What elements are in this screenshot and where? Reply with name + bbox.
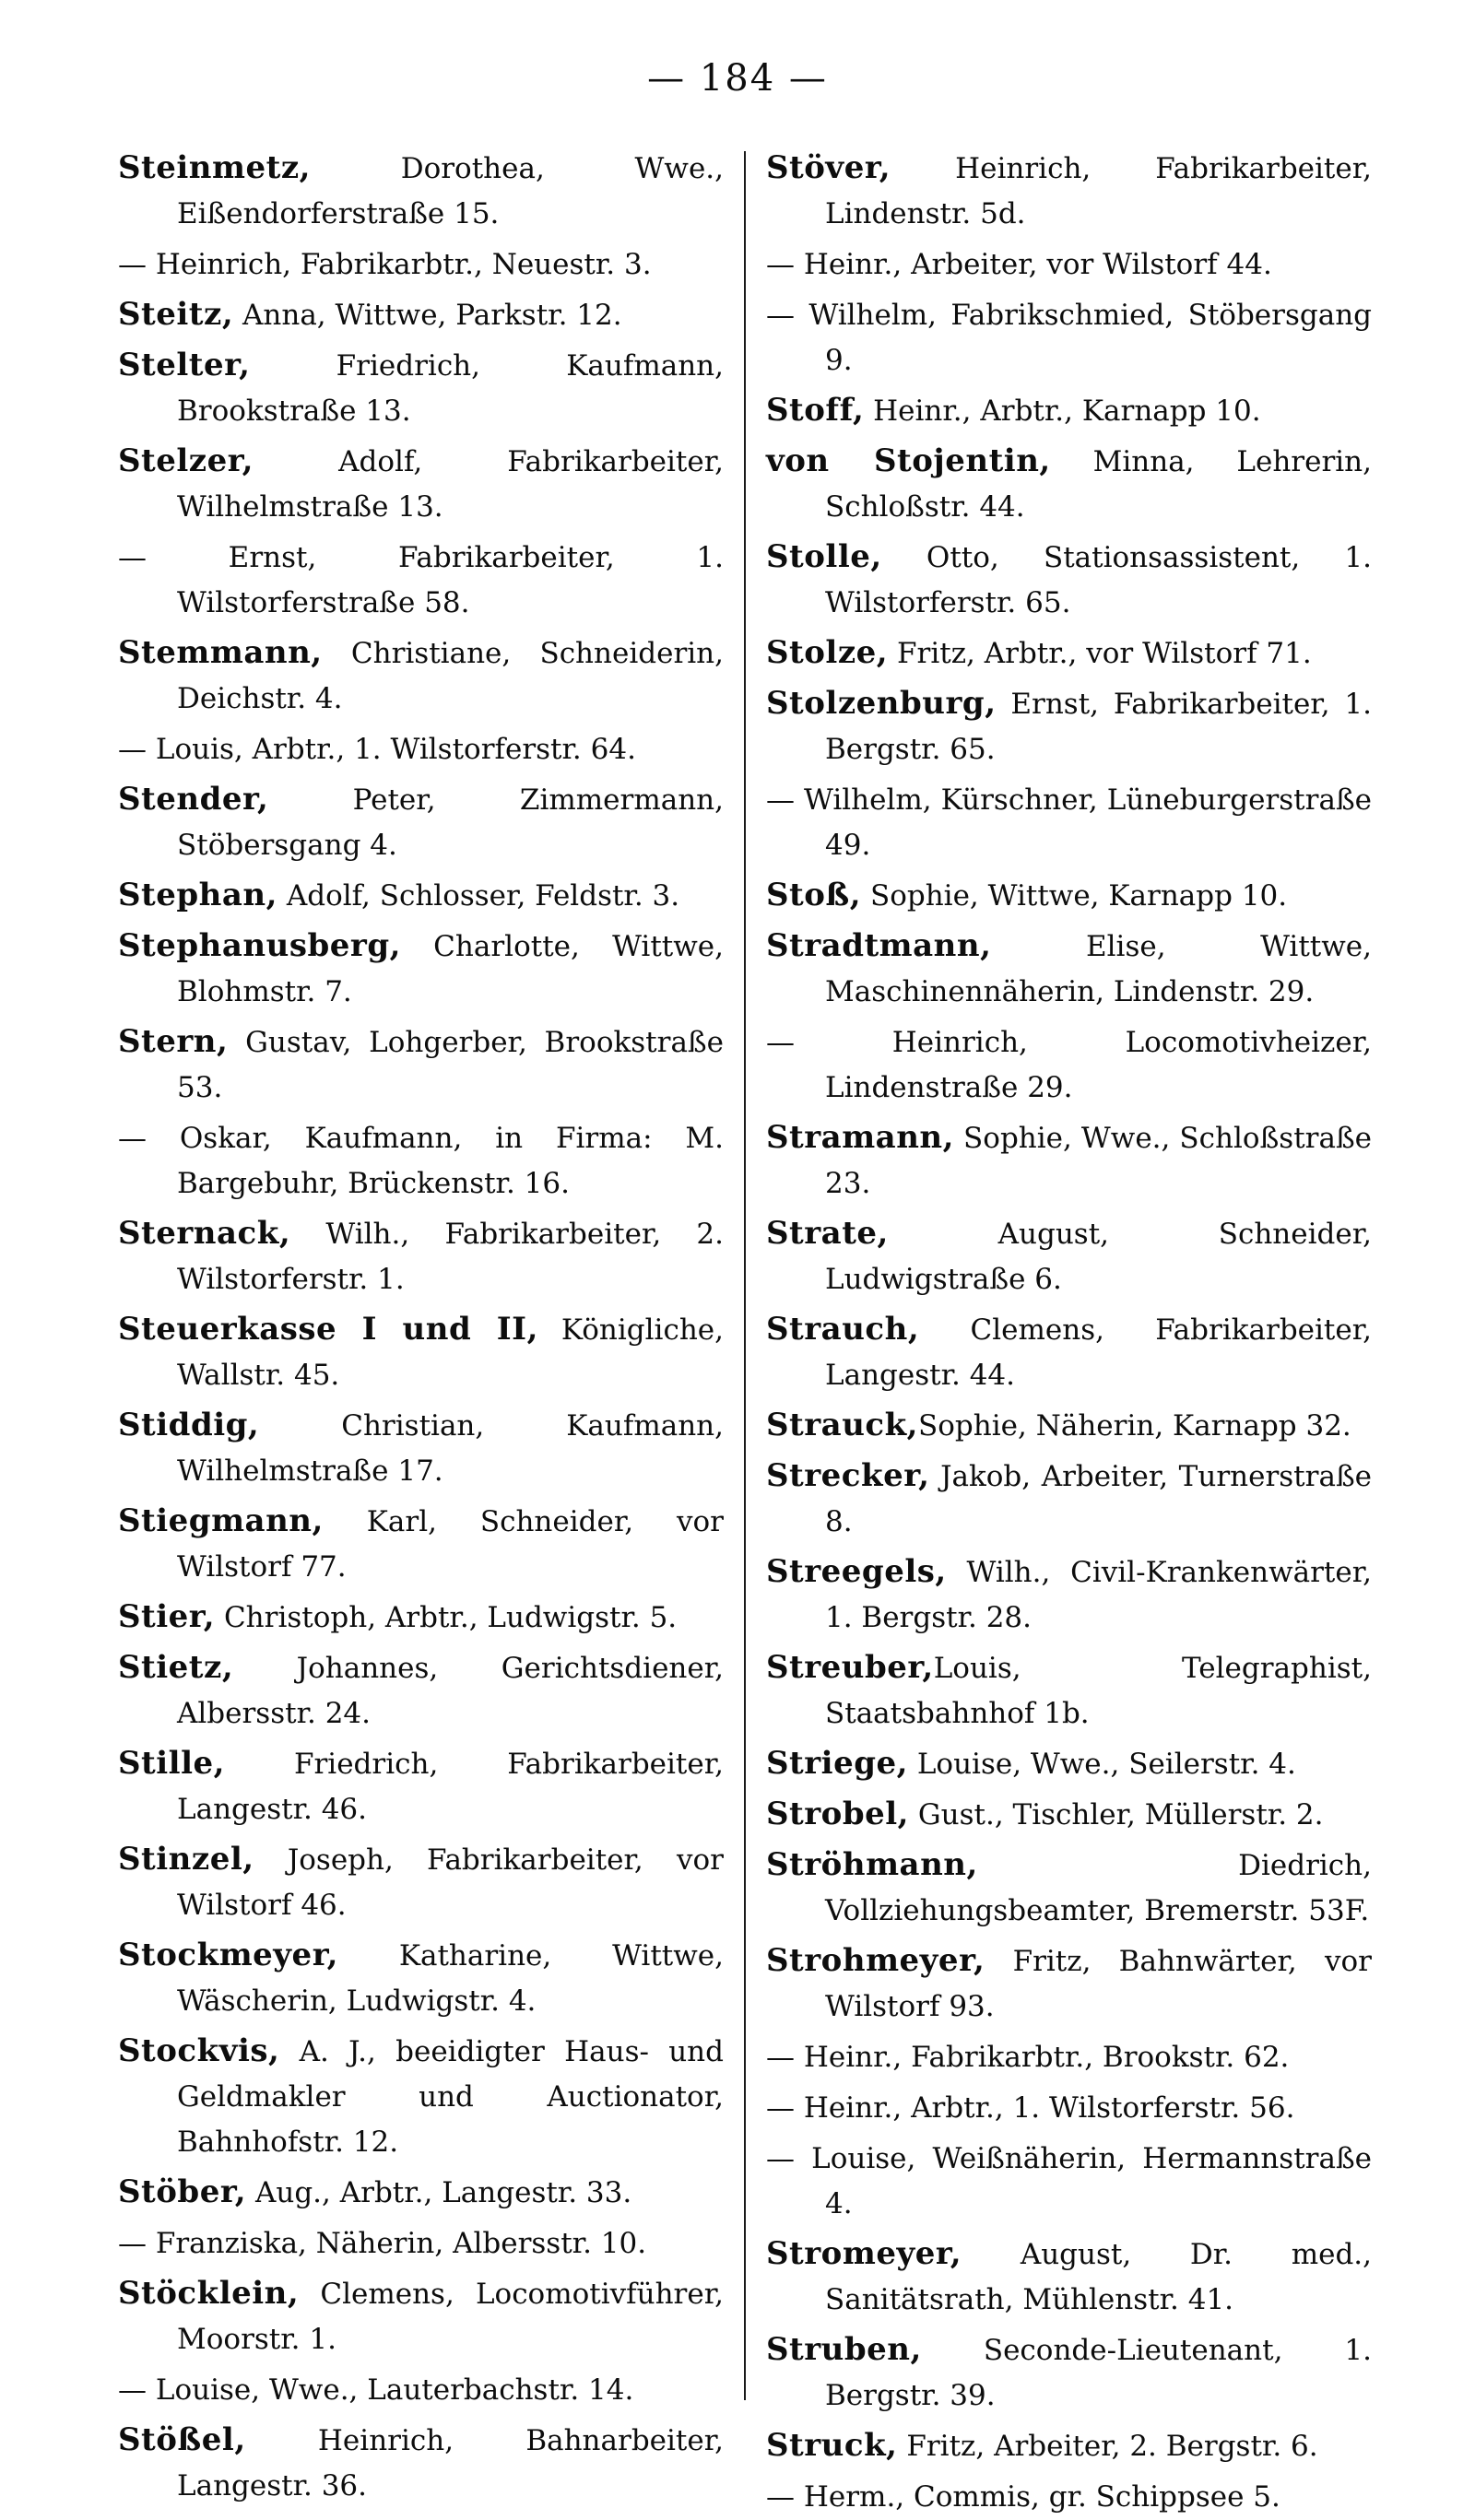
entry-details: — Louis, Arbtr., 1. Wilstorferstr. 64. [118, 733, 636, 766]
directory-entry [118, 1019, 724, 1111]
directory-entry [118, 1307, 724, 1398]
directory-entry [118, 2418, 724, 2509]
entry-details: Peter, Zimmermann, Stöbersgang 4. [177, 783, 724, 862]
entry-surname: Ströhmann, [766, 1846, 978, 1883]
entry-details: Christoph, Arbtr., Ludwigstr. 5. [215, 1601, 678, 1634]
entry-surname: Strauch, [766, 1311, 920, 1348]
entry-surname: Steuerkasse I und II, [118, 1311, 538, 1348]
directory-entry [118, 630, 724, 722]
directory-entry [118, 439, 724, 530]
entry-surname: Streegels, [766, 1553, 947, 1590]
entry-surname: Stender, [118, 781, 269, 818]
directory-entry [118, 1645, 724, 1737]
entry-details: — Wilhelm, Kürschner, Lüneburgerstraße 49. [766, 783, 1372, 862]
directory-entry [118, 1115, 724, 1207]
directory-entry [766, 1454, 1372, 1545]
entry-details: — Oskar, Kaufmann, in Firma: M. Bargebuhr, Brückenstr. 16. [118, 1122, 724, 1200]
entry-surname: Stietz, [118, 1649, 234, 1686]
entry-details: Clemens, Fabrikarbeiter, Langestr. 44. [825, 1313, 1372, 1392]
directory-entry [766, 630, 1372, 677]
directory-entry [766, 2136, 1372, 2227]
directory-entry [118, 292, 724, 338]
right-column [746, 146, 1373, 2514]
directory-entry [118, 924, 724, 1015]
entry-details: Heinr., Arbtr., Karnapp 10. [864, 394, 1261, 428]
entry-details: Clemens, Locomotivführer, Moorstr. 1. [177, 2278, 724, 2356]
directory-entry [766, 1645, 1372, 1737]
entry-details: — Wilhelm, Fabrikschmied, Stöbersgang 9. [766, 299, 1372, 377]
page-number: — 184 — [647, 57, 828, 100]
entry-surname: Stelzer, [118, 442, 254, 479]
directory-entry [766, 241, 1372, 288]
entry-surname: Stiddig, [118, 1407, 260, 1443]
entry-surname: Stephanusberg, [118, 927, 401, 964]
entry-surname: Stockmeyer, [118, 1937, 338, 1973]
directory-entry [118, 1595, 724, 1641]
entry-surname: Stoß, [766, 877, 862, 913]
entry-details: Ernst, Fabrikarbeiter, 1. Bergstr. 65. [825, 688, 1372, 766]
directory-entry [766, 2085, 1372, 2131]
entry-surname: Stoff, [766, 392, 865, 429]
entry-surname: Steitz, [118, 296, 234, 333]
entry-details: Joseph, Fabrikarbeiter, vor Wilstorf 46. [177, 1843, 724, 1922]
directory-entry [766, 1549, 1372, 1641]
entry-surname: Striege, [766, 1745, 908, 1782]
entry-surname: von Stojentin, [766, 442, 1051, 479]
entry-details: Christian, Kaufmann, Wilhelmstraße 17. [177, 1409, 724, 1488]
entry-details: Fritz, Arbeiter, 2. Bergstr. 6. [897, 2430, 1318, 2463]
entry-surname: Streuber, [766, 1649, 934, 1686]
entry-surname: Stöver, [766, 149, 891, 186]
entry-details: Gustav, Lohgerber, Brookstraße 53. [177, 1026, 724, 1104]
entry-surname: Strecker, [766, 1457, 930, 1494]
directory-entry [766, 1307, 1372, 1398]
entry-details: Heinrich, Bahnarbeiter, Langestr. 36. [177, 2424, 724, 2502]
entry-surname: Sternack, [118, 1215, 291, 1252]
entry-details: Christiane, Schneiderin, Deichstr. 4. [177, 637, 724, 715]
directory-entry [118, 873, 724, 919]
directory-entry [118, 2220, 724, 2267]
entry-details: Dorothea, Wwe., Eißendorferstraße 15. [177, 152, 724, 230]
entry-surname: Stockvis, [118, 2032, 280, 2069]
entry-details: Otto, Stationsassistent, 1. Wilstorferstr. 65. [825, 541, 1372, 619]
directory-entry [118, 2029, 724, 2165]
left-column [118, 146, 744, 2502]
entry-details: Adolf, Schlosser, Feldstr. 3. [277, 879, 680, 913]
directory-entry [766, 1792, 1372, 1838]
entry-details: Wilh., Fabrikarbeiter, 2. Wilstorferstr. 1. [177, 1218, 724, 1296]
directory-entry [766, 1019, 1372, 1111]
directory-entry [118, 1403, 724, 1494]
entry-surname: Stolle, [766, 538, 882, 575]
entry-details: Katharine, Wittwe, Wäscherin, Ludwigstr. 4. [177, 1939, 724, 2018]
entry-details: Fritz, Arbtr., vor Wilstorf 71. [888, 637, 1312, 670]
directory-entry [118, 2170, 724, 2216]
directory-entry [118, 726, 724, 772]
entry-details: Sophie, Wwe., Schloßstraße 23. [825, 1122, 1372, 1200]
entry-details: A. J., beeidigter Haus- und Geldmakler und Auctionator, Bahnhofstr. 12. [177, 2035, 724, 2159]
directory-entry [766, 777, 1372, 868]
entry-surname: Strate, [766, 1215, 889, 1252]
entry-details: — Heinrich, Locomotivheizer, Lindenstraße 29. [766, 1026, 1372, 1104]
entry-surname: Stößel, [118, 2421, 246, 2458]
entry-surname: Stiegmann, [118, 1502, 324, 1539]
entry-details: — Louise, Weißnäherin, Hermannstraße 4. [766, 2142, 1372, 2220]
entry-surname: Stern, [118, 1023, 229, 1060]
entry-surname: Stinzel, [118, 1841, 254, 1878]
entry-details: — Heinrich, Fabrikarbtr., Neuestr. 3. [118, 248, 652, 281]
directory-entry [766, 2231, 1372, 2323]
directory-entry [766, 924, 1372, 1015]
directory-entry [118, 2271, 724, 2362]
entry-surname: Stöber, [118, 2173, 247, 2210]
directory-entry [766, 2034, 1372, 2080]
entry-details: August, Dr. med., Sanitätsrath, Mühlenstr. 41. [825, 2238, 1372, 2316]
directory-entry [766, 1403, 1372, 1449]
entry-details: Seconde-Lieutenant, 1. Bergstr. 39. [825, 2334, 1372, 2412]
directory-entry [766, 292, 1372, 383]
directory-entry [766, 1843, 1372, 1934]
directory-entry [118, 146, 724, 237]
directory-entry [766, 2423, 1372, 2469]
entry-surname: Stramann, [766, 1119, 954, 1156]
entry-details: Fritz, Bahnwärter, vor Wilstorf 93. [825, 1945, 1372, 2023]
entry-surname: Stemmann, [118, 634, 323, 671]
entry-details: — Heinr., Arbeiter, vor Wilstorf 44. [766, 248, 1272, 281]
entry-surname: Stier, [118, 1598, 216, 1635]
entry-surname: Stöcklein, [118, 2275, 300, 2312]
entry-details: Diedrich, Vollziehungsbeamter, Bremerstr. 53F. [825, 1849, 1372, 1927]
entry-surname: Stromeyer, [766, 2235, 962, 2272]
entry-surname: Strobel, [766, 1796, 910, 1832]
entry-surname: Struck, [766, 2427, 898, 2464]
entry-details: Charlotte, Wittwe, Blohmstr. 7. [177, 930, 724, 1008]
entry-details: — Ernst, Fabrikarbeiter, 1. Wilstorferstraße 58. [118, 541, 724, 619]
entry-details: Aug., Arbtr., Langestr. 33. [246, 2176, 632, 2209]
directory-entry [118, 1211, 724, 1302]
entry-surname: Stephan, [118, 877, 277, 913]
entry-details: Anna, Wittwe, Parkstr. 12. [233, 299, 622, 332]
directory-entry [118, 1933, 724, 2024]
entry-details: Jakob, Arbeiter, Turnerstraße 8. [825, 1460, 1372, 1538]
entry-details: Adolf, Fabrikarbeiter, Wilhelmstraße 13. [177, 445, 724, 524]
entry-details: Gust., Tischler, Müllerstr. 2. [909, 1798, 1324, 1831]
entry-details: August, Schneider, Ludwigstraße 6. [825, 1218, 1372, 1296]
entry-surname: Steinmetz, [118, 149, 311, 186]
directory-entry [118, 241, 724, 288]
entry-details: Elise, Wittwe, Maschinennäherin, Lindenstr. 29. [825, 930, 1372, 1008]
entry-surname: Stradtmann, [766, 927, 992, 964]
entry-details: Heinrich, Fabrikarbeiter, Lindenstr. 5d. [825, 152, 1372, 230]
entry-surname: Strauck, [766, 1407, 919, 1443]
directory-entry [118, 535, 724, 626]
directory-entry [766, 535, 1372, 626]
directory-entry [766, 439, 1372, 530]
columns [118, 146, 1373, 2514]
directory-entry [118, 777, 724, 868]
entry-surname: Struben, [766, 2331, 922, 2368]
entry-details: Johannes, Gerichtsdiener, Albersstr. 24. [177, 1652, 724, 1730]
entry-details: — Franziska, Näherin, Albersstr. 10. [118, 2227, 647, 2260]
directory-entry [118, 343, 724, 434]
directory-entry [118, 1499, 724, 1590]
directory-entry [766, 1115, 1372, 1207]
directory-entry [766, 2474, 1372, 2520]
entry-details: Karl, Schneider, vor Wilstorf 77. [177, 1505, 724, 1584]
directory-entry [766, 1938, 1372, 2030]
entry-surname: Strohmeyer, [766, 1942, 985, 1979]
entry-details: Friedrich, Fabrikarbeiter, Langestr. 46. [177, 1748, 724, 1826]
entry-details: Sophie, Näherin, Karnapp 32. [918, 1409, 1351, 1443]
entry-details: — Herm., Commis, gr. Schippsee 5. [766, 2480, 1280, 2514]
entry-details: — Louise, Wwe., Lauterbachstr. 14. [118, 2373, 634, 2407]
entry-surname: Stelter, [118, 347, 251, 383]
directory-entry [766, 1211, 1372, 1302]
directory-entry [118, 2367, 724, 2413]
entry-details: Minna, Lehrerin, Schloßstr. 44. [825, 445, 1373, 524]
directory-entry [118, 1741, 724, 1832]
directory-entry [766, 1741, 1372, 1787]
entry-details: — Heinr., Fabrikarbtr., Brookstr. 62. [766, 2041, 1290, 2074]
entry-details: Königliche, Wallstr. 45. [177, 1313, 724, 1392]
entry-details: Louis, Telegraphist, Staatsbahnhof 1b. [825, 1652, 1372, 1730]
directory-entry [766, 873, 1372, 919]
entry-details: Wilh., Civil-Krankenwärter, 1. Bergstr. 28. [825, 1556, 1372, 1634]
entry-surname: Stille, [118, 1745, 225, 1782]
entry-surname: Stolzenburg, [766, 685, 997, 722]
entry-details: Friedrich, Kaufmann, Brookstraße 13. [177, 349, 724, 428]
entry-details: — Heinr., Arbtr., 1. Wilstorferstr. 56. [766, 2091, 1295, 2125]
directory-entry [766, 146, 1372, 237]
directory-entry [118, 1837, 724, 1928]
directory-entry [766, 2327, 1372, 2419]
entry-details: Sophie, Wittwe, Karnapp 10. [861, 879, 1288, 913]
directory-entry [766, 681, 1372, 772]
entry-details: Louise, Wwe., Seilerstr. 4. [907, 1748, 1296, 1781]
entry-surname: Stolze, [766, 634, 889, 671]
directory-entry [766, 388, 1372, 434]
